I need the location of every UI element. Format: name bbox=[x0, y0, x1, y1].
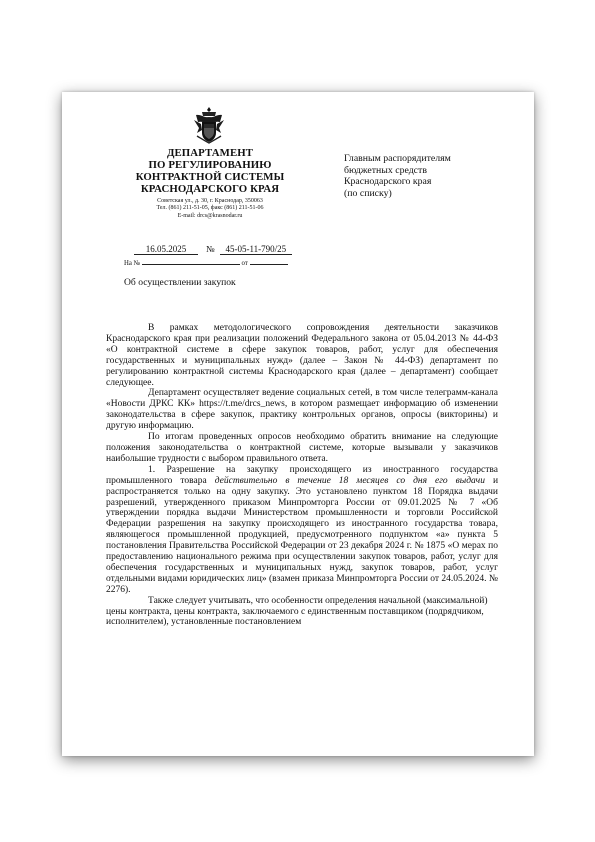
subject-line: Об осуществлении закупок bbox=[124, 277, 236, 288]
letter-page bbox=[62, 92, 534, 756]
coat-of-arms-icon bbox=[193, 106, 225, 144]
department-address bbox=[122, 198, 298, 220]
emphasis-text: действительно в течение 18 месяцев со дня его выдачи bbox=[214, 475, 485, 486]
from-label: от bbox=[241, 260, 248, 267]
recipient-line: Главным распорядителям bbox=[344, 153, 451, 164]
department-name-line: КРАСНОДАРСКОГО КРАЯ bbox=[140, 183, 280, 195]
registration-date-field bbox=[134, 244, 198, 255]
recipient-line: (по списку) bbox=[344, 187, 392, 199]
recipient-line: бюджетных средств bbox=[344, 164, 427, 176]
body-paragraph: В рамках методологического сопровождения деятельности заказчиков Краснодарского края при реализации положений Федерального закона от 05.04.2013 № 44-ФЗ «О контрактной системе в сфере закупок товаров, работ, услуг для обеспечения государственных и муниципальных нужд» (далее – Закон № 44-ФЗ) департамент по регулированию контрактной системы Краснодарского края (далее – департамент) сообщает следующее. bbox=[106, 323, 498, 388]
number-label: № bbox=[206, 244, 215, 254]
registration-number-field bbox=[206, 244, 292, 255]
body-text: и распространяется только на одну закупку. Это установлено пунктом 18 Порядка выдачи разрешений, утвержденного приказом Минпромторга России от 09.01.2025 № 7 «Об утверждении порядка выдачи Министерством промышленности и торговли Российской Федерации разрешения на закупку происходящего из иностранного государства товара, являющегося промышленной продукцией, предусмотренного подпунктом «а» пункта 5 постановления Правительства Российской Федерации от 23 декабря 2024 г. № 1875 «О мерах по предоставлению национального режима при осуществлении закупок товаров, работ, услуг для обеспечения государственных и муниципальных нужд, закупок товаров, работ, услуг отдельными видами юридических лиц» (взамен приказа Минпромторга России от 24.05.2024. № 2276). bbox=[106, 475, 499, 595]
address-line: Советская ул., д. 30, г. Краснодар, 350063 bbox=[157, 198, 263, 204]
body-text: 1. Разрешение на закупку происходящего из иностранного государства промышленного товара bbox=[106, 464, 498, 486]
reply-number-blank bbox=[142, 257, 240, 265]
body-paragraph bbox=[106, 465, 498, 596]
department-name-line: КОНТРАКТНОЙ СИСТЕМЫ bbox=[135, 171, 285, 183]
recipient-block bbox=[344, 153, 514, 199]
sender-block bbox=[122, 147, 298, 220]
department-name-line: ПО РЕГУЛИРОВАНИЮ bbox=[148, 159, 272, 171]
registration-number: 45-05-11-790/25 bbox=[220, 244, 292, 255]
department-name-line: ДЕПАРТАМЕНТ bbox=[166, 147, 254, 159]
body-paragraph: Также следует учитывать, что особенности определения начальной (максимальной) цены контракта, цены контракта, заключаемого с единственным поставщиком (подрядчиком, исполнителем), установленные постановлением bbox=[106, 595, 488, 628]
phone-line: Тел. (861) 211-51-05, факс (861) 211-51-06 bbox=[156, 205, 264, 212]
reply-label: На № bbox=[124, 260, 141, 267]
letter-body bbox=[106, 323, 498, 628]
reply-reference-line bbox=[124, 257, 324, 268]
email-line: E-mail: drcs@krasnodar.ru bbox=[177, 212, 243, 219]
body-paragraph: По итогам проведенных опросов необходимо обратить внимание на следующие положения законодательства о контрактной системе, которые вызывали у заказчиков наибольшие трудности с выбором правильного ответа. bbox=[106, 432, 498, 464]
registration-date: 16.05.2025 bbox=[134, 244, 198, 255]
recipient-line: Краснодарского края bbox=[344, 176, 432, 188]
department-name bbox=[122, 147, 298, 195]
body-paragraph: Департамент осуществляет ведение социальных сетей, в том числе телеграмм-канала «Новости ДРКС КК» https://t.me/drcs_news, в котором размещает информацию об изменении законодательства в сфере закупок, практику контрольных органов, опросы (викторины) и другую информацию. bbox=[106, 388, 498, 432]
reply-date-blank bbox=[250, 257, 288, 265]
